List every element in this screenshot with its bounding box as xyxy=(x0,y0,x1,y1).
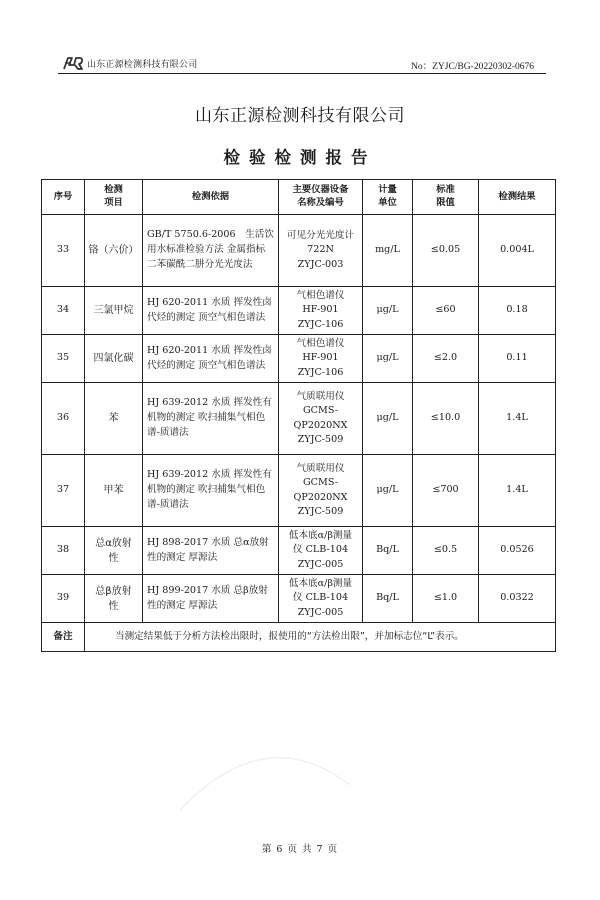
header-divider xyxy=(58,73,546,74)
results-table xyxy=(41,179,556,652)
cell-seq: 39 xyxy=(42,575,85,623)
cell-seq: 34 xyxy=(42,287,85,335)
cell-item: 总α放射 性 xyxy=(85,527,143,575)
table-row xyxy=(42,287,556,335)
cell-limit: ≤0.5 xyxy=(413,527,479,575)
table-row xyxy=(42,455,556,527)
cell-result: 1.4L xyxy=(479,455,556,527)
cell-basis: HJ 639-2012 水质 挥发性有机物的测定 吹扫捕集气相色谱-质谱法 xyxy=(143,383,279,455)
cell-limit: ≤1.0 xyxy=(413,575,479,623)
cell-seq: 37 xyxy=(42,455,85,527)
cell-seq: 35 xyxy=(42,335,85,383)
report-number: No：ZYJC/BG-20220302-0676 xyxy=(411,62,534,72)
header-limit: 标准 限值 xyxy=(413,180,479,215)
cell-basis: HJ 620-2011 水质 挥发性卤代烃的测定 顶空气相色谱法 xyxy=(143,335,279,383)
cell-unit: μg/L xyxy=(363,287,413,335)
cell-result: 0.0322 xyxy=(479,575,556,623)
cell-instrument: 气相色谱仪 HF-901 ZYJC-106 xyxy=(279,287,363,335)
cell-item: 铬（六价） xyxy=(85,215,143,287)
cell-instrument: 气质联用仪 GCMS-QP2020NX ZYJC-509 xyxy=(279,455,363,527)
header-instrument: 主要仪器设备 名称及编号 xyxy=(279,180,363,215)
cell-limit: ≤0.05 xyxy=(413,215,479,287)
cell-unit: μg/L xyxy=(363,335,413,383)
remark-row xyxy=(42,623,556,652)
remark-label: 备注 xyxy=(42,623,85,652)
header-result: 检测结果 xyxy=(479,180,556,215)
header-seq: 序号 xyxy=(42,180,85,215)
table-row xyxy=(42,383,556,455)
cell-basis: GB/T 5750.6-2006 生活饮用水标准检验方法 金属指标 二苯碳酰二肼分光光度法 xyxy=(143,215,279,287)
cell-limit: ≤60 xyxy=(413,287,479,335)
cell-result: 0.004L xyxy=(479,215,556,287)
cell-instrument: 气相色谱仪 HF-901 ZYJC-106 xyxy=(279,335,363,383)
cell-unit: Bq/L xyxy=(363,575,413,623)
table-row xyxy=(42,215,556,287)
cell-result: 0.18 xyxy=(479,287,556,335)
cell-seq: 36 xyxy=(42,383,85,455)
header-item: 检测 项目 xyxy=(85,180,143,215)
cell-unit: μg/L xyxy=(363,383,413,455)
document-report-title: 检验检测报告 xyxy=(223,148,377,167)
page-number: 第 6 页 共 7 页 xyxy=(261,844,339,855)
cell-limit: ≤2.0 xyxy=(413,335,479,383)
cell-item: 四氯化碳 xyxy=(85,335,143,383)
document-company-title: 山东正源检测科技有限公司 xyxy=(195,106,405,126)
cell-instrument: 低本底α/β测量 仪 CLB-104 ZYJC-005 xyxy=(279,527,363,575)
company-logo-icon xyxy=(62,55,84,71)
cell-item: 总β放射 性 xyxy=(85,575,143,623)
cell-instrument: 气质联用仪 GCMS-QP2020NX ZYJC-509 xyxy=(279,383,363,455)
cell-seq: 38 xyxy=(42,527,85,575)
cell-item: 三氯甲烷 xyxy=(85,287,143,335)
cell-basis: HJ 898-2017 水质 总α放射性的测定 厚源法 xyxy=(143,527,279,575)
cell-item: 苯 xyxy=(85,383,143,455)
table-row xyxy=(42,335,556,383)
header-basis: 检测依据 xyxy=(143,180,279,215)
remark-text: 当测定结果低于分析方法检出限时，报使用的“方法检出限”，并加标志位“L”表示。 xyxy=(85,623,556,652)
cell-limit: ≤700 xyxy=(413,455,479,527)
table-row xyxy=(42,527,556,575)
cell-seq: 33 xyxy=(42,215,85,287)
header-unit: 计量 单位 xyxy=(363,180,413,215)
cell-unit: μg/L xyxy=(363,455,413,527)
table-row xyxy=(42,575,556,623)
cell-limit: ≤10.0 xyxy=(413,383,479,455)
table-header-row xyxy=(42,180,556,215)
cell-instrument: 可见分光光度计 722N ZYJC-003 xyxy=(279,215,363,287)
faint-seal-watermark xyxy=(170,715,360,825)
cell-instrument: 低本底α/β测量 仪 CLB-104 ZYJC-005 xyxy=(279,575,363,623)
header-company-name: 山东正源检测科技有限公司 xyxy=(87,59,198,70)
cell-basis: HJ 620-2011 水质 挥发性卤代烃的测定 顶空气相色谱法 xyxy=(143,287,279,335)
cell-basis: HJ 639-2012 水质 挥发性有机物的测定 吹扫捕集气相色谱-质谱法 xyxy=(143,455,279,527)
cell-basis: HJ 899-2017 水质 总β放射性的测定 厚源法 xyxy=(143,575,279,623)
cell-result: 0.11 xyxy=(479,335,556,383)
cell-unit: Bq/L xyxy=(363,527,413,575)
cell-result: 1.4L xyxy=(479,383,556,455)
cell-result: 0.0526 xyxy=(479,527,556,575)
cell-unit: mg/L xyxy=(363,215,413,287)
running-header xyxy=(62,54,197,72)
cell-item: 甲苯 xyxy=(85,455,143,527)
